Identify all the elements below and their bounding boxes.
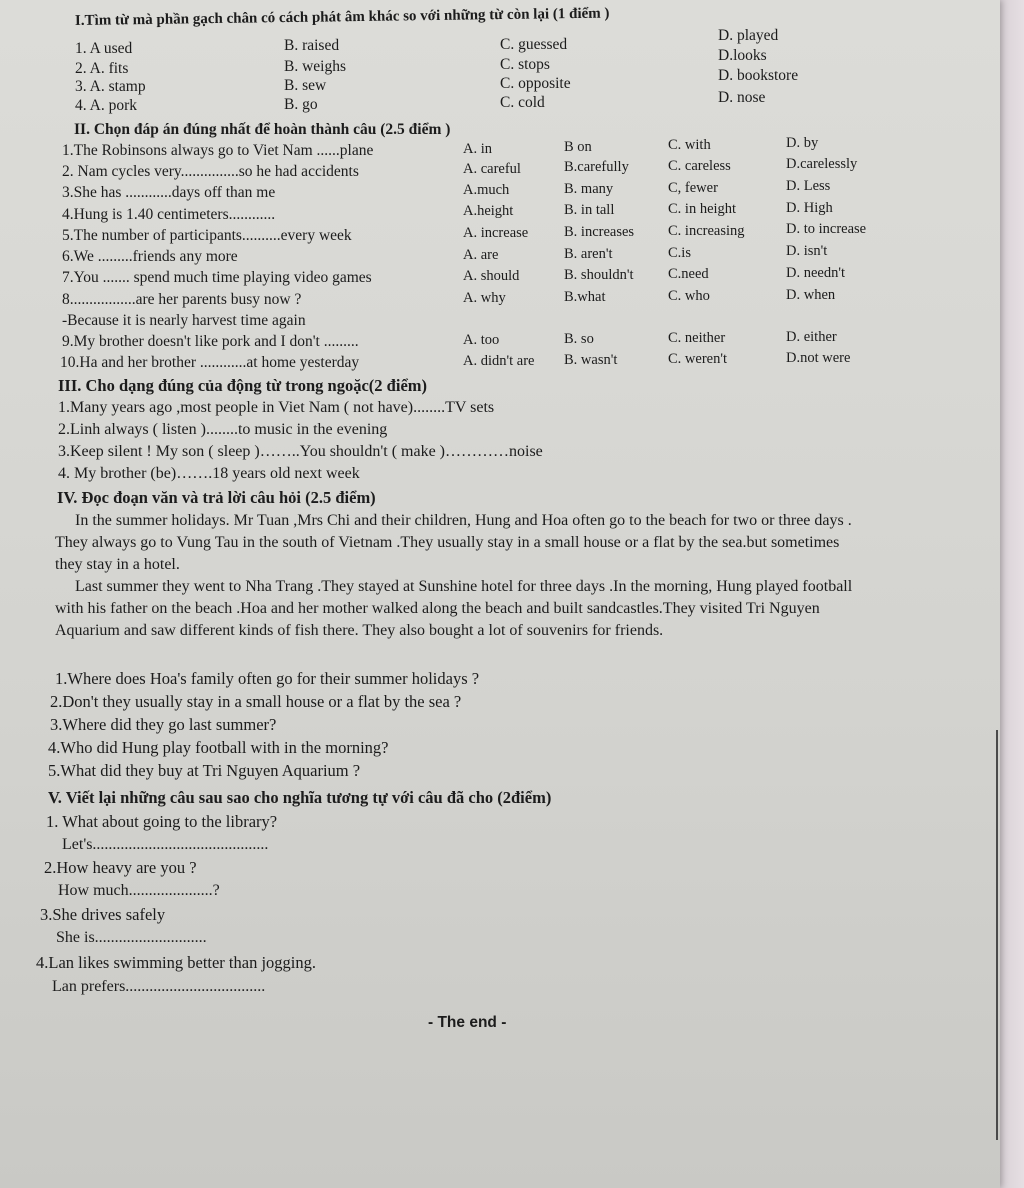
s1-row1-b: B. raised xyxy=(284,37,340,54)
s2-q3-a: A.much xyxy=(463,182,510,198)
s2-q5-b: B. increases xyxy=(564,224,635,240)
s2-q1: 1.The Robinsons always go to Viet Nam ......plane xyxy=(62,142,374,159)
s2-q9-a: A. too xyxy=(463,332,500,348)
section2-title: II. Chọn đáp án đúng nhất để hoàn thành câu (2.5 điểm ) xyxy=(74,121,451,138)
s1-row3-a: 3. A. stamp xyxy=(75,78,146,95)
s1-row2-b: B. weighs xyxy=(284,58,346,75)
s2-q6-d: D. isn't xyxy=(786,243,828,259)
s2-q8-a: A. why xyxy=(463,290,506,306)
s2-q7: 7.You ....... spend much time playing video games xyxy=(62,269,372,286)
s2-q10-d: D.not were xyxy=(786,350,851,366)
s2-q3-d: D. Less xyxy=(786,178,831,194)
s1-row4-c: C. cold xyxy=(500,94,545,111)
s2-q4-b: B. in tall xyxy=(564,202,615,218)
s2-q9-d: D. either xyxy=(786,329,837,345)
s2-q3: 3.She has ............days off than me xyxy=(62,184,276,201)
s1-row4-b: B. go xyxy=(284,96,318,113)
s2-q8-context: -Because it is nearly harvest time again xyxy=(62,312,306,329)
s2-q3-b: B. many xyxy=(564,181,614,197)
section5-title: V. Viết lại những câu sau sao cho nghĩa tương tự với câu đã cho (2điểm) xyxy=(48,788,552,807)
s3-item3: 3.Keep silent ! My son ( sleep )……..You shouldn't ( make )…………noise xyxy=(58,443,543,460)
s1-row3-b: B. sew xyxy=(284,77,327,94)
s5-a1: Let's............................................ xyxy=(62,836,269,853)
s4-question1: 1.Where does Hoa's family often go for their summer holidays ? xyxy=(55,669,480,688)
s2-q4-a: A.height xyxy=(463,203,514,219)
s2-q10-c: C. weren't xyxy=(668,351,727,367)
s4-question4: 4.Who did Hung play football with in the morning? xyxy=(48,738,389,757)
s2-q10-b: B. wasn't xyxy=(564,352,618,368)
s1-row3-c: C. opposite xyxy=(500,75,571,92)
s4-question3: 3.Where did they go last summer? xyxy=(50,715,277,734)
s5-a4: Lan prefers................................... xyxy=(52,978,266,995)
s1-row1-d: D. played xyxy=(718,27,779,44)
the-end-footer: - The end - xyxy=(428,1014,507,1031)
s2-q8-c: C. who xyxy=(668,288,710,304)
s2-q9: 9.My brother doesn't like pork and I don't ......... xyxy=(62,333,359,350)
s1-row3-d: D. bookstore xyxy=(718,67,799,84)
section3-title: III. Cho dạng đúng của động từ trong ngoặc(2 điểm) xyxy=(58,376,428,395)
s2-q8-d: D. when xyxy=(786,287,836,303)
s3-item2: 2.Linh always ( listen )........to music in the evening xyxy=(58,421,388,438)
s2-q6-b: B. aren't xyxy=(564,246,613,262)
s2-q10: 10.Ha and her brother ............at home yesterday xyxy=(60,354,360,371)
s2-q1-d: D. by xyxy=(786,135,819,151)
s2-q3-c: C, fewer xyxy=(668,180,718,196)
s2-q4: 4.Hung is 1.40 centimeters............ xyxy=(62,206,276,223)
s1-row2-c: C. stops xyxy=(500,56,550,73)
s5-q2: 2.How heavy are you ? xyxy=(44,858,197,877)
paper-edge-line xyxy=(996,730,998,1140)
s5-q1: 1. What about going to the library? xyxy=(46,812,278,831)
s5-q3: 3.She drives safely xyxy=(40,905,166,924)
s2-q5-d: D. to increase xyxy=(786,221,867,237)
s5-q4: 4.Lan likes swimming better than jogging. xyxy=(36,953,317,972)
s2-q1-c: C. with xyxy=(668,137,711,153)
s1-row4-d: D. nose xyxy=(718,89,766,106)
s1-row2-a: 2. A. fits xyxy=(75,60,129,77)
s5-a3: She is............................ xyxy=(56,929,207,946)
s2-q6-a: A. are xyxy=(463,247,499,263)
s2-q1-a: A. in xyxy=(463,141,492,157)
s2-q7-c: C.need xyxy=(668,266,709,282)
s2-q8: 8.................are her parents busy now ? xyxy=(62,291,302,308)
passage-paragraph-1: In the summer holidays. Mr Tuan ,Mrs Chi and their children, Hung and Hoa often go to the beach for two or three days . They always go to Vung Tau in the south of Vietnam .They usually stay in a small house or a flat by the sea.but sometimes they stay in a hotel. xyxy=(55,512,852,573)
s2-q5-c: C. increasing xyxy=(668,223,745,239)
s2-q7-b: B. shouldn't xyxy=(564,267,634,283)
s2-q1-b: B on xyxy=(564,139,592,155)
s2-q2-a: A. careful xyxy=(463,161,521,177)
s2-q4-d: D. High xyxy=(786,200,833,216)
s2-q5: 5.The number of participants..........every week xyxy=(62,227,352,244)
s1-row1-c: C. guessed xyxy=(500,36,568,53)
s3-item1: 1.Many years ago ,most people in Viet Nam ( not have)........TV sets xyxy=(58,399,495,416)
s1-row4-a: 4. A. pork xyxy=(75,97,137,114)
s2-q2-c: C. careless xyxy=(668,158,731,174)
s2-q2-b: B.carefully xyxy=(564,159,629,175)
s4-question5: 5.What did they buy at Tri Nguyen Aquarium ? xyxy=(48,761,361,780)
s5-a2: How much.....................? xyxy=(58,882,220,899)
s3-item4: 4. My brother (be)…….18 years old next week xyxy=(58,465,360,482)
s2-q4-c: C. in height xyxy=(668,201,737,217)
s2-q8-b: B.what xyxy=(564,289,606,305)
s1-row2-d: D.looks xyxy=(718,47,767,64)
s1-row1-a: 1. A used xyxy=(75,40,133,57)
s2-q10-a: A. didn't are xyxy=(463,353,535,369)
section4-title: IV. Đọc đoạn văn và trả lời câu hỏi (2.5 điểm) xyxy=(57,488,376,507)
s2-q6-c: C.is xyxy=(668,245,691,261)
s2-q5-a: A. increase xyxy=(463,225,529,241)
s2-q9-b: B. so xyxy=(564,331,594,347)
reading-passage xyxy=(55,510,865,642)
s2-q2: 2. Nam cycles very...............so he had accidents xyxy=(62,163,359,180)
s2-q7-d: D. needn't xyxy=(786,265,845,281)
s2-q6: 6.We .........friends any more xyxy=(62,248,238,265)
s4-question2: 2.Don't they usually stay in a small house or a flat by the sea ? xyxy=(50,692,462,711)
passage-paragraph-2: Last summer they went to Nha Trang .They stayed at Sunshine hotel for three days .In the morning, Hung played football with his father on the beach .Hoa and her mother walked along the beach and built sandcastles.They visited Tri Nguyen Aquarium and saw different kinds of fish there. They also bought a lot of souvenirs for friends. xyxy=(55,578,853,639)
s2-q9-c: C. neither xyxy=(668,330,726,346)
section1-title: I.Tìm từ mà phần gạch chân có cách phát âm khác so với những từ còn lại (1 điểm ) xyxy=(74,5,610,29)
s2-q2-d: D.carelessly xyxy=(786,156,858,172)
s2-q7-a: A. should xyxy=(463,268,520,284)
